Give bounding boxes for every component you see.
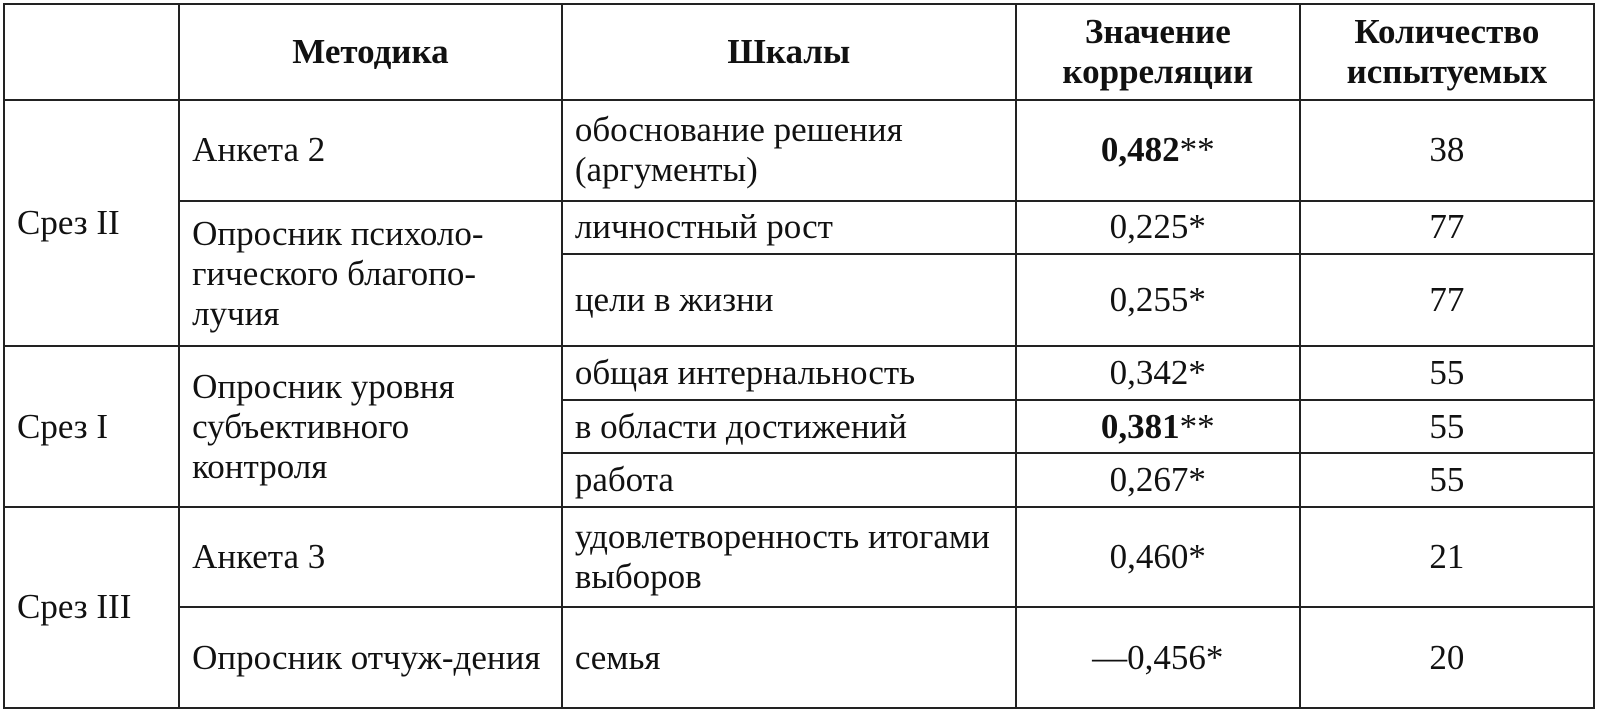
scale-cell: удовлетворенность итогами выборов [562,507,1016,608]
significance-stars: ** [1179,406,1215,446]
correlation-value: —0,456 [1092,637,1206,677]
method-cell: Анкета 2 [179,100,562,201]
count-cell: 38 [1300,100,1594,201]
header-count: Количество испытуемых [1300,4,1594,100]
correlation-cell [1016,346,1300,399]
scale-cell: работа [562,453,1016,506]
scale-cell: в области достижений [562,400,1016,453]
scale-cell: общая интернальность [562,346,1016,399]
scale-cell: цели в жизни [562,254,1016,346]
significance-stars: * [1188,207,1206,247]
method-cell: Опросник уровня субъективного контроля [179,346,562,506]
correlation-cell [1016,453,1300,506]
significance-stars: * [1188,280,1206,320]
header-correlation: Значение корреляции [1016,4,1300,100]
slice-cell: Срез II [4,100,179,346]
table-row [4,607,1594,708]
correlation-cell [1016,507,1300,608]
table-row [4,100,1594,201]
method-cell: Анкета 3 [179,507,562,608]
count-cell: 77 [1300,201,1594,254]
correlation-cell [1016,400,1300,453]
significance-stars: * [1188,536,1206,576]
correlation-value: 0,482 [1100,130,1180,170]
correlation-value: 0,267 [1109,459,1189,499]
correlation-value: 0,225 [1109,207,1189,247]
slice-cell: Срез III [4,507,179,708]
slice-cell: Срез I [4,346,179,506]
correlation-cell [1016,100,1300,201]
method-cell: Опросник отчуж-дения [179,607,562,708]
count-cell: 55 [1300,400,1594,453]
count-cell: 77 [1300,254,1594,346]
significance-stars: * [1188,353,1206,393]
correlation-value: 0,381 [1100,406,1180,446]
count-cell: 55 [1300,346,1594,399]
table-row [4,346,1594,399]
scale-cell: семья [562,607,1016,708]
significance-stars: * [1188,459,1206,499]
significance-stars: * [1205,637,1224,677]
table-row [4,507,1594,608]
scale-cell: личностный рост [562,201,1016,254]
correlation-cell [1016,607,1300,708]
correlation-table [3,3,1595,709]
header-slice [4,4,179,100]
scale-cell: обоснование решения (аргументы) [562,100,1016,201]
correlation-cell [1016,254,1300,346]
method-cell: Опросник психоло-гического благопо-лучия [179,201,562,347]
header-method: Методика [179,4,562,100]
table-body [4,100,1594,708]
significance-stars: ** [1179,130,1215,170]
table-row [4,201,1594,254]
count-cell: 55 [1300,453,1594,506]
correlation-cell [1016,201,1300,254]
correlation-value: 0,255 [1109,280,1189,320]
count-cell: 20 [1300,607,1594,708]
correlation-value: 0,460 [1109,536,1189,576]
count-cell: 21 [1300,507,1594,608]
header-scales: Шкалы [562,4,1016,100]
correlation-value: 0,342 [1109,353,1189,393]
header-row [4,4,1594,100]
